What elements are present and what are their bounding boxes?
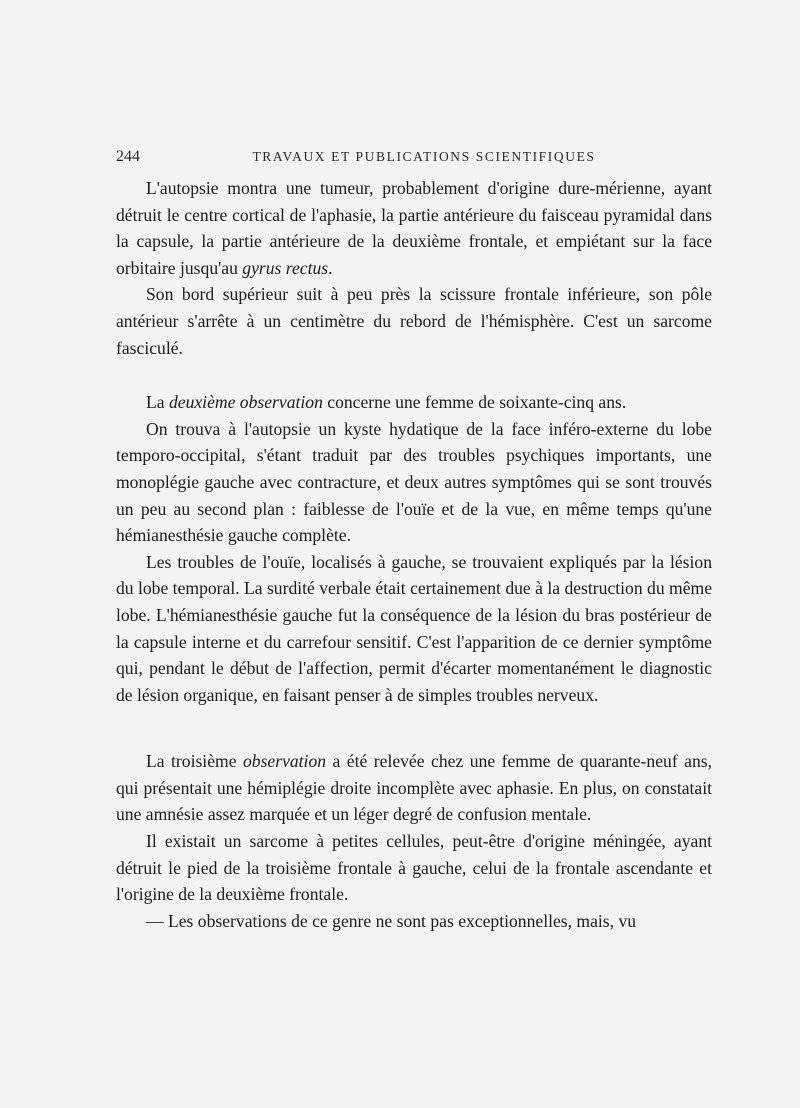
running-title: TRAVAUX ET PUBLICATIONS SCIENTIFIQUES bbox=[252, 149, 596, 164]
paragraph-third-observation bbox=[116, 748, 712, 828]
paragraph-closing-fragment: — Les observations de ce genre ne sont pas exceptionnelles, mais, vu bbox=[146, 910, 637, 931]
paragraph-hearing-troubles: Les troubles de l'ouïe, localisés à gauche, se trouvaient expliqués par la lésion du lobe temporal. La surdité verbale était certainement due à la destruction du même lobe. L'hémianesthésie gauche fut la conséquence de la lésion du bras postérieur de la capsule interne et du carrefour sensitif. C'est l'apparition de ce dernier symptôme qui, pendant le début de l'affection, permit d'écarter momentanément le diagnostic de lésion organique, en faisant penser à de simples troubles nerveux. bbox=[116, 551, 712, 705]
paragraph-second-observation bbox=[116, 389, 712, 416]
paragraph-text: concerne une femme de soixante-cinq ans. bbox=[322, 392, 627, 413]
latin-term: gyrus rectus bbox=[242, 257, 329, 278]
paragraph-text: La bbox=[146, 392, 169, 413]
paragraph-text: L'autopsie montra une tumeur, probablement d'origine dure-mérienne, ayant détruit le centre cortical de l'aphasie, la partie antérieure du faisceau pyramidal dans la capsule, la partie antérieure de la deuxième frontale, et empiétant sur la face orbitaire jusqu'au bbox=[116, 178, 712, 278]
running-header bbox=[116, 148, 712, 170]
emphasis-term: deuxième observation bbox=[168, 392, 323, 413]
paragraph-text: . bbox=[328, 257, 333, 278]
body-text bbox=[116, 175, 712, 934]
paragraph-text: a été relevée chez une femme de quarante-neuf ans, qui présentait une hémiplégie droite incomplète avec aphasie. En plus, on constatait une amnésie assez marquée et un léger degré de confusion mentale. bbox=[116, 751, 712, 825]
paragraph-sarcoma: Il existait un sarcome à petites cellules, peut-être d'origine méningée, ayant détruit le pied de la troisième frontale à gauche, celui de la frontale ascendante et l'origine de la deuxième frontale. bbox=[116, 831, 712, 905]
paragraph-text: La troisième bbox=[146, 751, 243, 772]
page-number: 244 bbox=[116, 148, 140, 165]
paragraph-tumor-border: Son bord supérieur suit à peu près la scissure frontale inférieure, son pôle antérieur s'arrête à un centimètre du rebord de l'hémisphère. C'est un sarcome fasciculé. bbox=[116, 284, 712, 358]
paragraph-autopsy-tumor bbox=[116, 175, 712, 281]
paragraph-hydatid-cyst: On trouva à l'autopsie un kyste hydatique de la face inféro-externe du lobe temporo-occipital, s'étant traduit par des troubles psychiques importants, une monoplégie gauche avec contracture, et deux autres symptômes qui se sont trouvés un peu au second plan : faiblesse de l'ouïe et de la vue, en même temps qu'une hémianesthésie gauche complète. bbox=[116, 418, 712, 546]
emphasis-term: observation bbox=[242, 751, 327, 772]
